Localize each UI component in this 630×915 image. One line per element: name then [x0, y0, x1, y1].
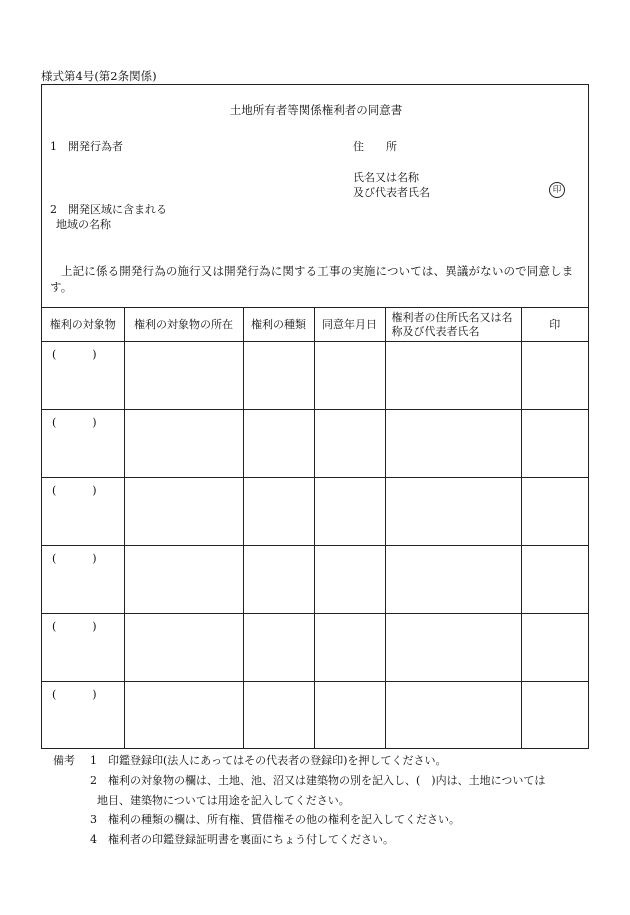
note-item: 1 印鑑登録印(法人にあってはその代表者の登録印)を押してください。 [90, 754, 447, 767]
cell-consent-date[interactable] [314, 614, 385, 682]
object-type-parentheses [42, 478, 124, 497]
cell-consent-date[interactable] [314, 682, 385, 750]
cell-seal[interactable] [521, 478, 588, 546]
paren-open: ( [52, 552, 57, 565]
cell-location[interactable] [124, 546, 243, 614]
cell-seal[interactable] [521, 342, 588, 410]
cell-holder[interactable] [385, 342, 521, 410]
cell-holder[interactable] [385, 546, 521, 614]
cell-holder[interactable] [385, 478, 521, 546]
cell-object[interactable] [42, 478, 124, 546]
column-header-right-type: 権利の種類 [243, 308, 314, 342]
cell-holder[interactable] [385, 614, 521, 682]
note-item: 3 権利の種類の欄は、所有権、賃借権その他の権利を記入してください。 [90, 813, 460, 826]
object-type-parentheses [42, 614, 124, 633]
cell-location[interactable] [124, 682, 243, 750]
cell-location[interactable] [124, 342, 243, 410]
note-item: 2 権利の対象物の欄は、土地、池、沼又は建築物の別を記入し、( )内は、土地については [90, 774, 546, 787]
table-row [42, 478, 588, 546]
address-label: 住 所 [353, 140, 397, 153]
cell-seal[interactable] [521, 546, 588, 614]
column-header-consent-date: 同意年月日 [314, 308, 385, 342]
column-header-holder: 権利者の住所氏名又は名称及び代表者氏名 [385, 308, 521, 342]
object-type-parentheses [42, 342, 124, 361]
table-header-row [42, 308, 588, 342]
cell-seal[interactable] [521, 614, 588, 682]
paren-open: ( [52, 416, 57, 429]
table-row [42, 410, 588, 478]
note-item: 4 権利者の印鑑登録証明書を裏面にちょう付してください。 [90, 833, 394, 846]
table-row [42, 342, 588, 410]
cell-right-type[interactable] [243, 682, 314, 750]
column-header-object: 権利の対象物 [42, 308, 124, 342]
cell-object[interactable] [42, 342, 124, 410]
column-header-seal: 印 [521, 308, 588, 342]
consent-statement: 上記に係る開発行為の施行又は開発行為に関する工事の実施については、異議がないので同意します。 [50, 264, 574, 294]
paren-close: ) [92, 416, 97, 429]
note-item-continued: 地目、建築物については用途を記入してください。 [97, 794, 350, 807]
cell-consent-date[interactable] [314, 342, 385, 410]
notes-label: 備考 [53, 754, 75, 767]
representative-label: 及び代表者氏名 [353, 186, 430, 199]
cell-holder[interactable] [385, 410, 521, 478]
object-type-parentheses [42, 410, 124, 429]
cell-object[interactable] [42, 614, 124, 682]
cell-object[interactable] [42, 410, 124, 478]
seal-icon: 印 [549, 182, 565, 198]
rights-holder-table [42, 307, 588, 749]
object-type-parentheses [42, 546, 124, 565]
paren-close: ) [92, 688, 97, 701]
cell-object[interactable] [42, 682, 124, 750]
cell-location[interactable] [124, 614, 243, 682]
paren-close: ) [92, 620, 97, 633]
cell-right-type[interactable] [243, 546, 314, 614]
paren-open: ( [52, 484, 57, 497]
cell-seal[interactable] [521, 682, 588, 750]
paren-open: ( [52, 348, 57, 361]
cell-location[interactable] [124, 478, 243, 546]
cell-right-type[interactable] [243, 478, 314, 546]
cell-right-type[interactable] [243, 614, 314, 682]
table-row [42, 614, 588, 682]
form-number: 様式第4号(第2条関係) [41, 69, 157, 83]
cell-right-type[interactable] [243, 410, 314, 478]
developer-label: 1 開発行為者 [50, 140, 123, 153]
development-area-label: 2 開発区域に含まれる [50, 203, 167, 216]
paren-open: ( [52, 688, 57, 701]
cell-holder[interactable] [385, 682, 521, 750]
cell-object[interactable] [42, 546, 124, 614]
name-label: 氏名又は名称 [353, 171, 419, 184]
cell-seal[interactable] [521, 410, 588, 478]
consent-form [41, 84, 589, 749]
table-row [42, 682, 588, 750]
cell-consent-date[interactable] [314, 478, 385, 546]
column-header-location: 権利の対象物の所在 [124, 308, 243, 342]
object-type-parentheses [42, 682, 124, 701]
document-title: 土地所有者等関係権利者の同意書 [229, 103, 403, 117]
paren-open: ( [52, 620, 57, 633]
cell-consent-date[interactable] [314, 410, 385, 478]
table-row [42, 546, 588, 614]
cell-consent-date[interactable] [314, 546, 385, 614]
cell-location[interactable] [124, 410, 243, 478]
paren-close: ) [92, 552, 97, 565]
cell-right-type[interactable] [243, 342, 314, 410]
paren-close: ) [92, 484, 97, 497]
paren-close: ) [92, 348, 97, 361]
area-name-label: 地域の名称 [56, 218, 111, 231]
